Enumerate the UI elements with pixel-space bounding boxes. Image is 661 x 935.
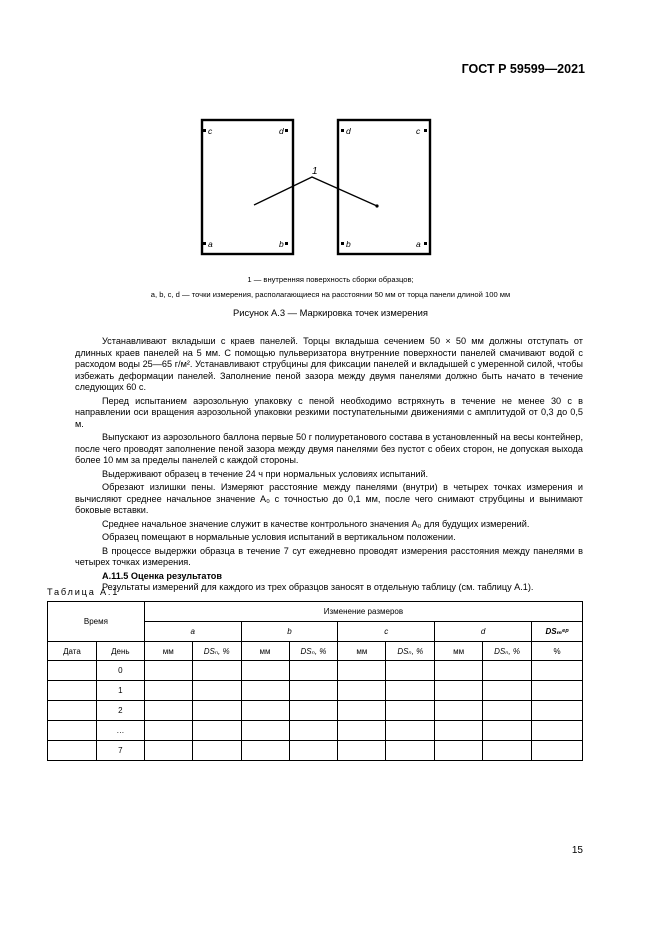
measurement-markers (203, 129, 427, 245)
point-label: b (346, 239, 351, 249)
paragraph: Устанавливают вкладыши с краев панелей. Торцы вкладыша сечением 50 × 50 мм должны отступать от длинных краев панелей на 5 мм. С помощью пульверизатора внутренние поверхности панелей смачивают водой с расходом воды 25—65 г/м². Устанавливают струбцины для фиксации панелей и вкладышей с умеренной силой, чтобы избежать деформации панелей. Заполнение пеной зазора между двумя панелями должно быть начато в течение следующих 60 с. (75, 336, 583, 392)
table-row (48, 681, 583, 701)
callout-dot (375, 204, 378, 207)
header-point-b: b (241, 622, 338, 642)
header-point-c: c (338, 622, 435, 642)
header-mm: мм (338, 642, 386, 661)
header-day: День (96, 642, 144, 661)
paragraph: Выдерживают образец в течение 24 ч при нормальных условиях испытаний. (102, 468, 429, 479)
table-row (48, 741, 583, 761)
header-dsm: DSₘᵉᵖ (532, 622, 583, 642)
header-pct: % (532, 642, 583, 661)
paragraph: Выпускают из аэрозольного баллона первые 50 г полиуретанового состава в установленный на весы контейнер, после чего проводят заполнение пеной зазора между двумя панелями без пустот с обеих сторон, не допуская выхода более 10 мм за пределы панелей с каждой стороны. (75, 432, 583, 465)
header-mm: мм (241, 642, 289, 661)
paragraph: В процессе выдержки образца в течение 7 сут ежедневно проводят измерения расстояния между панелями в четырех точках измерения. (75, 545, 583, 567)
paragraph: Результаты измерений для каждого из трех образцов заносят в отдельную таблицу (см. таблицу А.1). (102, 582, 534, 592)
results-table (47, 601, 583, 761)
table-row (48, 721, 583, 741)
header-mm: мм (144, 642, 192, 661)
header-change: Изменение размеров (144, 602, 582, 622)
header-point-a: a (144, 622, 241, 642)
header-ds: DSₙ, % (289, 642, 338, 661)
paragraph: Образец помещают в нормальные условия испытаний в вертикальном положении. (102, 532, 456, 542)
section-heading: А.11.5 Оценка результатов (102, 570, 222, 581)
header-time: Время (48, 602, 145, 642)
document-header: ГОСТ Р 59599—2021 (461, 62, 585, 76)
point-label: a (208, 239, 213, 249)
header-date: Дата (48, 642, 97, 661)
point-label: a (416, 239, 421, 249)
table-row (48, 701, 583, 721)
callout-leader-line (254, 177, 377, 206)
header-ds: DSₙ, % (386, 642, 435, 661)
point-label: b (279, 239, 284, 249)
day-cell: … (96, 721, 144, 741)
day-cell: 7 (96, 741, 144, 761)
day-cell: 2 (96, 701, 144, 721)
figure-legend-line-2: a, b, c, d — точки измерения, располагающиеся на расстоянии 50 мм от торца панели длиной 100 мм (150, 290, 511, 299)
paragraph: Перед испытанием аэрозольную упаковку с пеной необходимо встряхнуть в течение не менее 30 с в направлении оси вращения аэрозольной упаковки резкими поступательными движениями с амплитудой от 0,3 до 0,5 м. (75, 395, 583, 429)
left-panel (202, 120, 293, 254)
header-point-d: d (435, 622, 532, 642)
table-label: Таблица А.1 (47, 587, 120, 597)
page-number: 15 (571, 845, 583, 856)
body-text (75, 336, 583, 596)
point-label: c (416, 126, 421, 136)
point-label: d (279, 126, 284, 136)
paragraph: Среднее начальное значение служит в качестве контрольного значения A₀ для будущих измерений. (102, 518, 530, 529)
day-cell: 0 (96, 661, 144, 681)
point-label: c (208, 126, 213, 136)
figure-measurement-points (195, 115, 440, 260)
header-ds: DSₙ, % (192, 642, 241, 661)
callout-number: 1 (312, 166, 318, 177)
point-label: d (346, 126, 351, 136)
right-panel (338, 120, 430, 254)
table-row (48, 661, 583, 681)
figure-legend-line-1: 1 — внутренняя поверхность сборки образцов; (247, 275, 414, 284)
day-cell: 1 (96, 681, 144, 701)
header-mm: мм (435, 642, 483, 661)
paragraph: Обрезают излишки пены. Измеряют расстояние между панелями (внутри) в четырех точках измерения и вычисляют среднее начальное значение A₀ с точностью до 0,1 мм, после чего снимают струбцины и вынимают боковые вставки. (75, 482, 583, 515)
header-ds: DSₙ, % (483, 642, 532, 661)
figure-caption: Рисунок А.3 — Маркировка точек измерения (233, 307, 428, 318)
